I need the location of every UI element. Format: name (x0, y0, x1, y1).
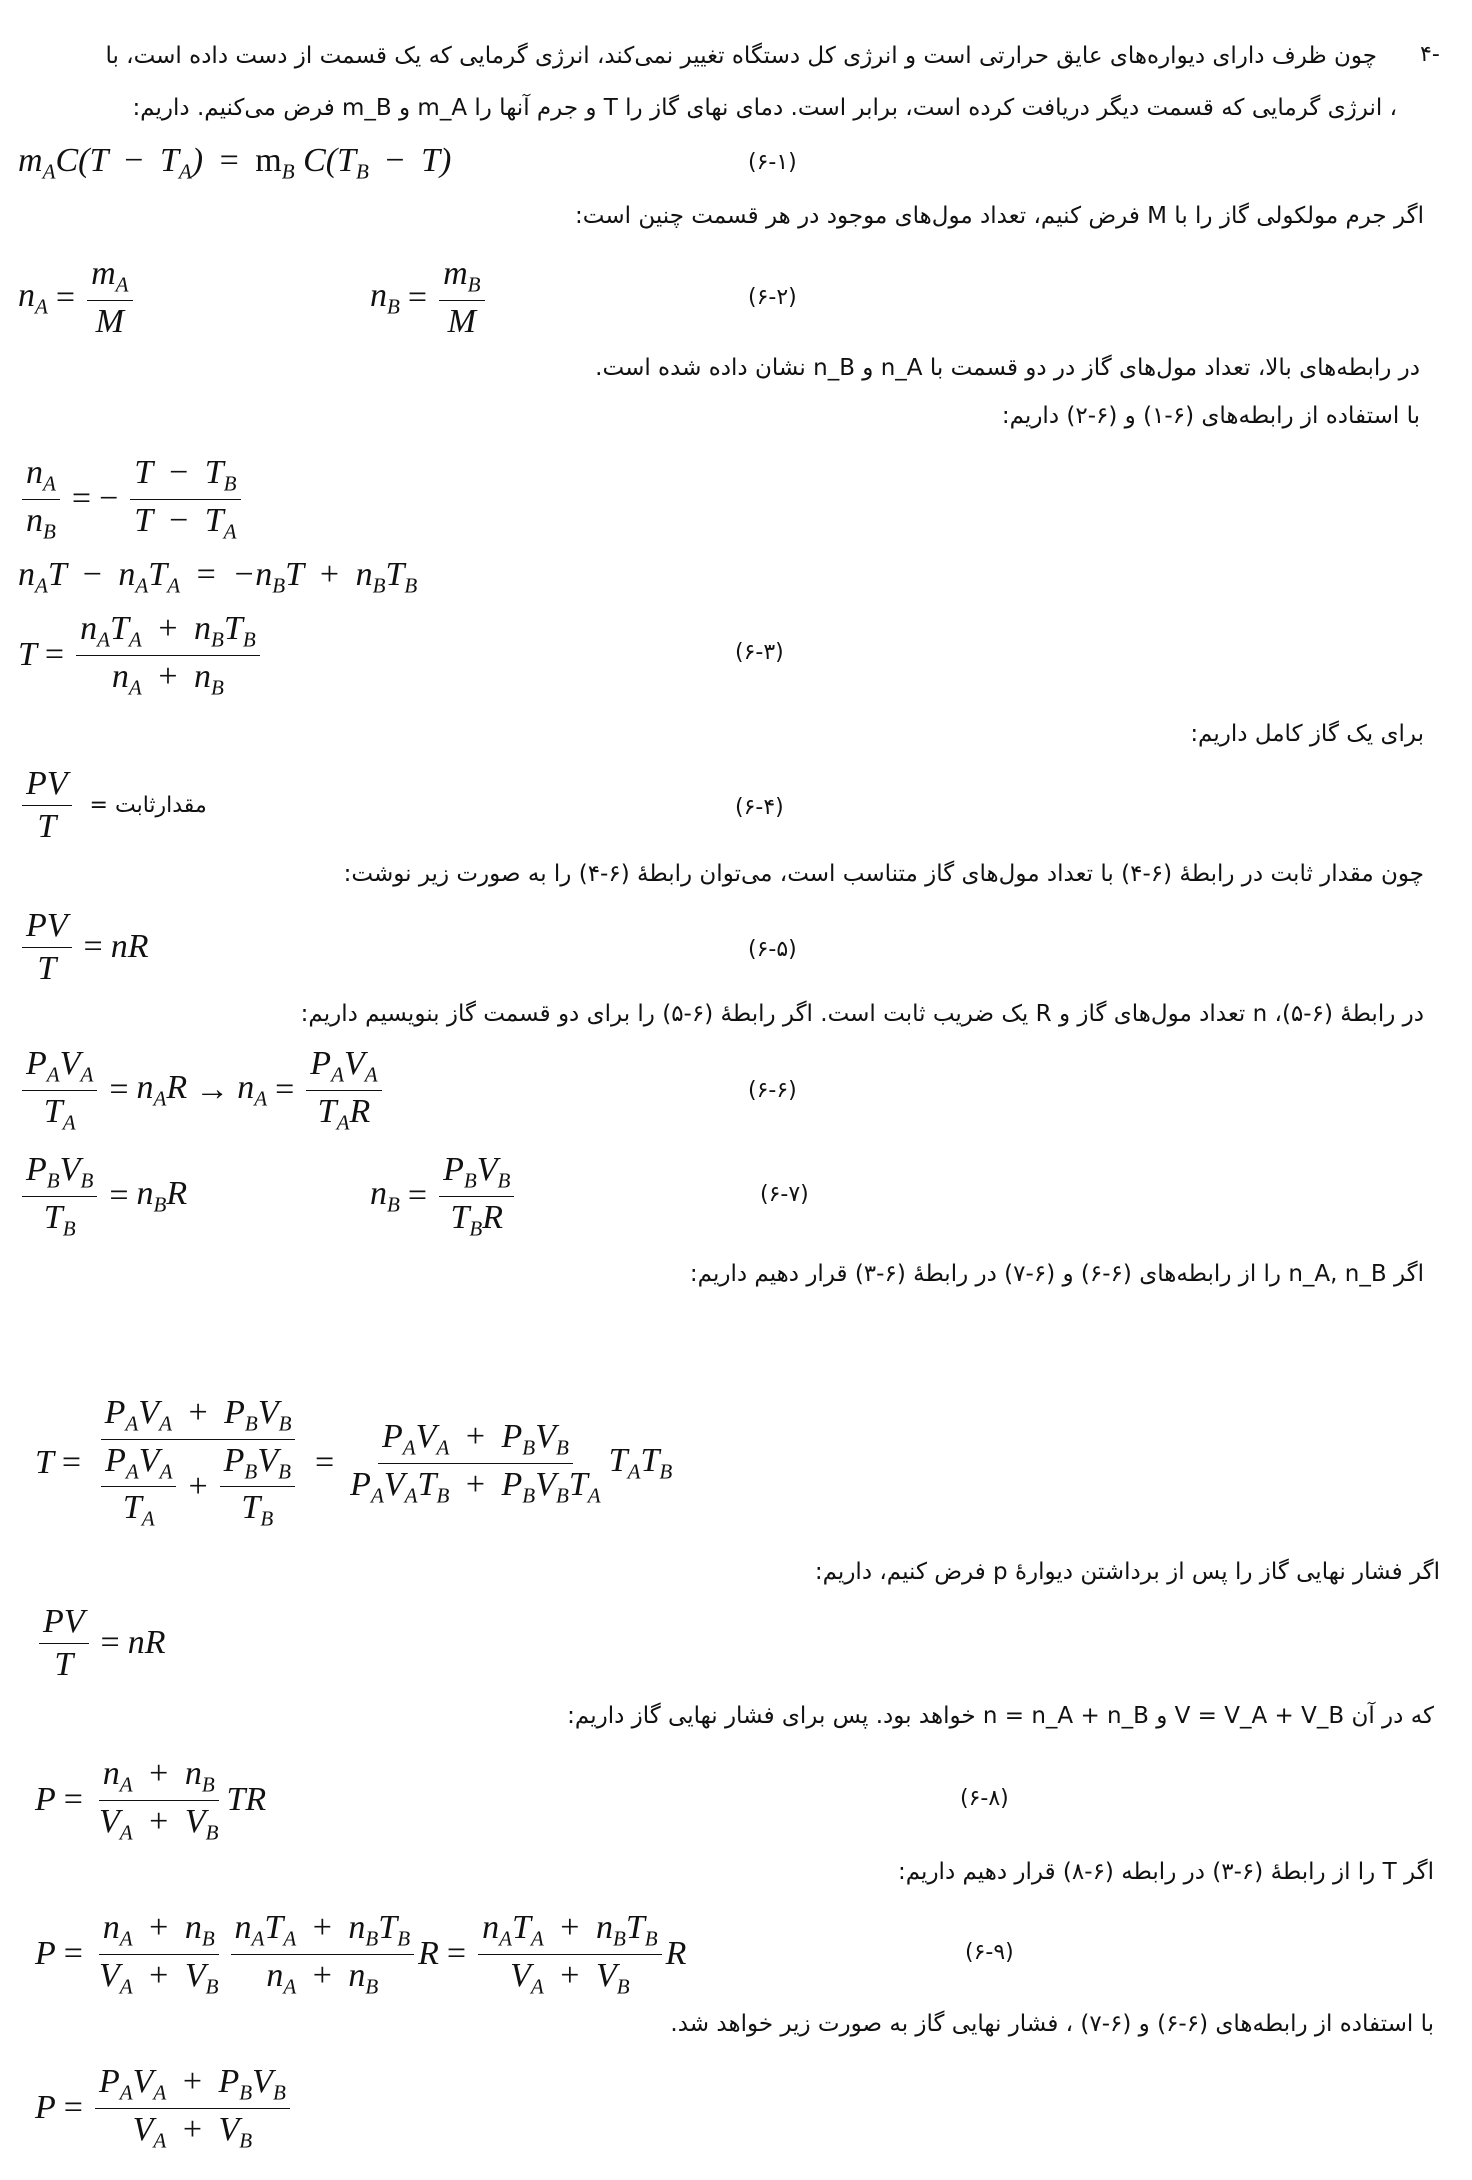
paragraph-line-11: که در آن V = V_A + V_B و n = n_A + n_B خواهد بود. پس برای فشار نهایی گاز داریم: (567, 1703, 1434, 1729)
paragraph-line-13: با استفاده از رابطه‌های (۶-۶) و (۶-۷) ، فشار نهایی گاز به صورت زیر خواهد شد. (670, 2011, 1434, 2037)
equation-number-6-5: (۶-۵) (748, 937, 797, 962)
equation-final-pressure: P = $P_AV_A + P_BV_B$ $V_A + V_B$ (35, 2058, 294, 2158)
equation-number-6-3: (۶-۳) (735, 640, 784, 665)
paragraph-line-12: اگر T را از رابطهٔ (۶-۳) در رابطه (۶-۸) قرار دهیم داریم: (897, 1859, 1434, 1885)
equation-final-state: $\frac{PV}{T}$ = nR (35, 1600, 166, 1686)
equation-6-5: $\frac{PV}{T}$ = nR (18, 904, 149, 990)
equation-number-6-9: (۶-۹) (965, 1940, 1014, 1965)
equation-number-6-8: (۶-۸) (960, 1786, 1009, 1811)
paragraph-line-2: ، انرژی گرمایی که قسمت دیگر دریافت کرده است، برابر است. دمای نهای گاز را T و جرم آنها را m_A و m_B فرض می‌کنیم. داریم: (132, 95, 1397, 121)
equation-temperature-final: T = $P_AV_A + P_BV_B$ $P_AV_A$ $T_A$ + $P_BV_B$ $T_B$ = $P_AV_A + P_BV_B$ $P_AV_AT_B + P_BV_BT_A$ $T_AT_B$ (35, 1394, 673, 1531)
paragraph-line-6: برای یک گاز کامل داریم: (1190, 721, 1424, 747)
paragraph-line-3: اگر جرم مولکولی گاز را با M فرض کنیم، تعداد مول‌های موجود در هر قسمت چنین است: (575, 203, 1424, 229)
equation-6-1: $m_AC(T - T_A) = m_B$ $C(T_B - T)$ (18, 141, 452, 184)
equation-6-7-left: $P_BV_B$ $T_B$ = $n_BR$ (18, 1148, 187, 1244)
paragraph-line-1: چون ظرف دارای دیواره‌های عایق حرارتی است و انرژی کل دستگاه تغییر نمی‌کند، انرژی گرمایی که یک قسمت از دست داده است، با (105, 43, 1377, 69)
equation-number-6-7: (۶-۷) (760, 1182, 809, 1207)
equation-6-2-nb: $n_B$ = $\frac{m_B}{M}$ (370, 258, 489, 338)
paragraph-line-9: اگر n_A, n_B را از رابطه‌های (۶-۶) و (۶-۷) در رابطهٔ (۶-۳) قرار دهیم داریم: (689, 1261, 1424, 1287)
equation-ratio-na-nb: $\frac{n_A}{n_B}$ = − $\frac{T - T_B}{T - T_A}$ (18, 456, 245, 542)
problem-number: -۴ (1420, 42, 1440, 67)
paragraph-line-5: با استفاده از رابطه‌های (۶-۱) و (۶-۲) داریم: (1001, 403, 1420, 429)
paragraph-line-8: در رابطهٔ (۶-۵)، n تعداد مول‌های گاز و R یک ضریب ثابت است. اگر رابطهٔ (۶-۵) را برای دو قسمت گاز بنویسیم داریم: (300, 1001, 1424, 1027)
equation-6-8: P = $\frac{n_A + n_B}{V_A + V_B}$ TR (35, 1755, 267, 1844)
equation-6-6: $P_AV_A$ $T_A$ = $n_AR$ → $n_A$ = $P_AV_A$ $T_AR$ (18, 1042, 386, 1138)
constant-label: مقدارثابت = (89, 792, 207, 818)
equation-number-6-4: (۶-۴) (735, 795, 784, 820)
equation-6-7-right: $n_B$ = $P_BV_B$ $T_BR$ (370, 1148, 518, 1244)
equation-6-4: PV T مقدارثابت = (18, 762, 207, 848)
equation-number-6-2: (۶-۲) (748, 285, 797, 310)
equation-6-9: P = $\frac{n_A + n_B}{V_A + V_B}$ $n_AT_A + n_BT_B$ $n_A + n_B$ R = $n_AT_A + n_BT_B$ $V_A + V_B$ R (35, 1909, 687, 1998)
equation-number-6-6: (۶-۶) (748, 1078, 797, 1103)
paragraph-line-7: چون مقدار ثابت در رابطهٔ (۶-۴) با تعداد مول‌های گاز متناسب است، می‌توان رابطهٔ (۶-۴) را به صورت زیر نوشت: (343, 861, 1424, 887)
paragraph-line-4: در رابطه‌های بالا، تعداد مول‌های گاز در دو قسمت با n_A و n_B نشان داده شده است. (595, 355, 1420, 381)
equation-6-3: T = $n_AT_A + n_BT_B$ $n_A + n_B$ (18, 612, 264, 698)
paragraph-line-10: اگر فشار نهایی گاز را پس از برداشتن دیوارهٔ p فرض کنیم، داریم: (814, 1559, 1440, 1585)
equation-number-6-1: (۶-۱) (748, 150, 797, 175)
equation-6-2-na: $n_A$ = $\frac{m_A}{M}$ (18, 258, 137, 338)
equation-expanded: $n_AT - n_AT_A = -n_BT + n_BT_B$ (18, 555, 418, 598)
